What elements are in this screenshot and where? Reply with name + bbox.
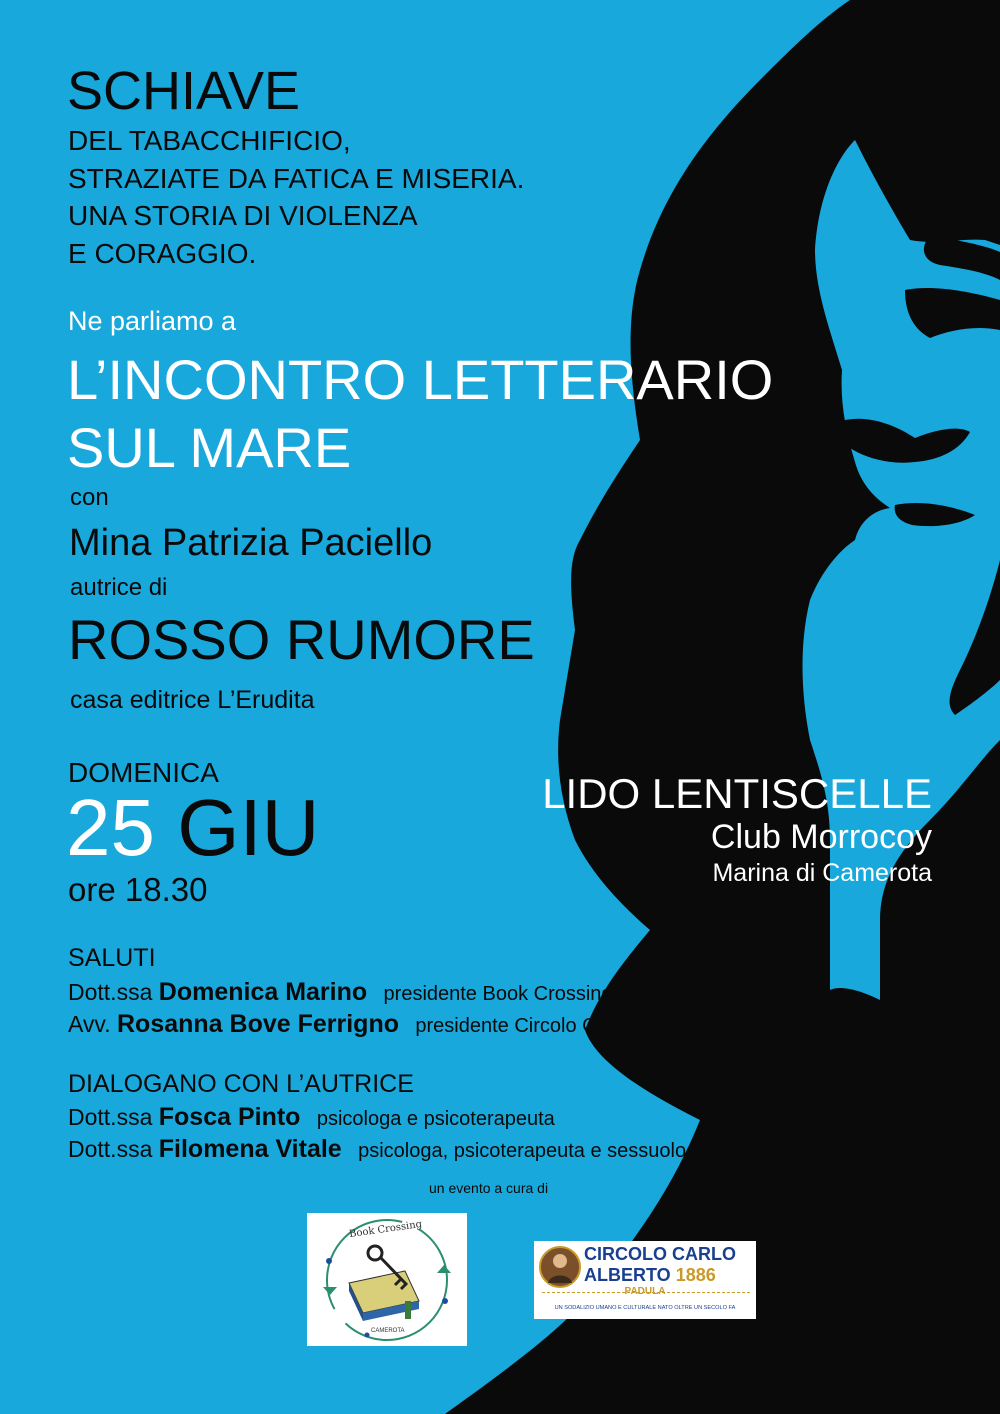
venue-club: Club Morrocoy bbox=[710, 818, 932, 856]
circolo-name-line-2 bbox=[584, 1266, 716, 1284]
person-name: Fosca Pinto bbox=[158, 1103, 301, 1131]
venue-place: Marina di Camerota bbox=[712, 859, 932, 887]
person-prefix: Dott.ssa bbox=[68, 1104, 153, 1130]
portrait-medallion-icon bbox=[538, 1245, 582, 1289]
with-text: con bbox=[70, 484, 109, 511]
event-title-line-2: SUL MARE bbox=[67, 416, 352, 479]
date-day-month bbox=[66, 783, 320, 872]
person-role: presidente Circolo Carlo Alberto 1886 bbox=[415, 1015, 748, 1037]
intro-text: Ne parliamo a bbox=[68, 306, 237, 336]
circolo-name-line-1: CIRCOLO CARLO bbox=[584, 1244, 736, 1264]
person-role: psicologa e psicoterapeuta bbox=[316, 1108, 555, 1130]
person-prefix: Dott.ssa bbox=[68, 979, 153, 1005]
date-time: ore 18.30 bbox=[68, 871, 208, 908]
book-crossing-title: Book Crossing bbox=[348, 1218, 423, 1241]
author-name: Mina Patrizia Paciello bbox=[69, 522, 433, 564]
dialogue-row bbox=[68, 1103, 555, 1132]
person-name: Domenica Marino bbox=[158, 978, 368, 1006]
subtitle-line: STRAZIATE DA FATICA E MISERIA. bbox=[68, 162, 525, 194]
circolo-year: 1886 bbox=[675, 1265, 716, 1285]
book-crossing-logo bbox=[307, 1213, 467, 1346]
book-crossing-town: CAMEROTA bbox=[371, 1328, 405, 1334]
circolo-carlo-alberto-logo bbox=[534, 1241, 756, 1319]
dialogue-heading: DIALOGANO CON L’AUTRICE bbox=[68, 1070, 414, 1098]
date-weekday: DOMENICA bbox=[68, 757, 219, 788]
author-of-text: autrice di bbox=[70, 574, 168, 601]
person-name: Filomena Vitale bbox=[158, 1135, 342, 1163]
venue-name: LIDO LENTISCELLE bbox=[542, 770, 932, 817]
person-name: Rosanna Bove Ferrigno bbox=[117, 1010, 399, 1038]
book-title: ROSSO RUMORE bbox=[68, 608, 535, 671]
greetings-heading: SALUTI bbox=[68, 944, 156, 972]
poster-title: SCHIAVE bbox=[67, 61, 301, 121]
person-prefix: Avv. bbox=[68, 1011, 111, 1037]
greeting-row bbox=[68, 1010, 748, 1039]
organizer-label: un evento a cura di bbox=[429, 1180, 549, 1196]
date-month: GIU bbox=[177, 783, 320, 872]
publisher: casa editrice L’Erudita bbox=[70, 686, 315, 714]
person-prefix: Dott.ssa bbox=[68, 1136, 153, 1162]
dialogue-row bbox=[68, 1135, 769, 1164]
date-day: 25 bbox=[66, 783, 155, 872]
poster-subtitle bbox=[68, 122, 524, 272]
circolo-town: PADULA bbox=[624, 1286, 666, 1297]
person-role: psicologa, psicoterapeuta e sessuologa clinica bbox=[358, 1140, 770, 1162]
circolo-tagline: UN SODALIZIO UMANO E CULTURALE NATO OLTRE UN SECOLO FA bbox=[554, 1305, 736, 1311]
greeting-row bbox=[68, 978, 706, 1007]
person-role: presidente Book Crossing Camerota bbox=[383, 983, 706, 1005]
subtitle-line: UNA STORIA DI VIOLENZA bbox=[68, 200, 418, 231]
circolo-alberto: ALBERTO bbox=[584, 1265, 671, 1285]
subtitle-line: E CORAGGIO. bbox=[68, 237, 257, 269]
subtitle-line: DEL TABACCHIFICIO, bbox=[68, 125, 351, 156]
event-title-line-1: L’INCONTRO LETTERARIO bbox=[67, 348, 774, 411]
